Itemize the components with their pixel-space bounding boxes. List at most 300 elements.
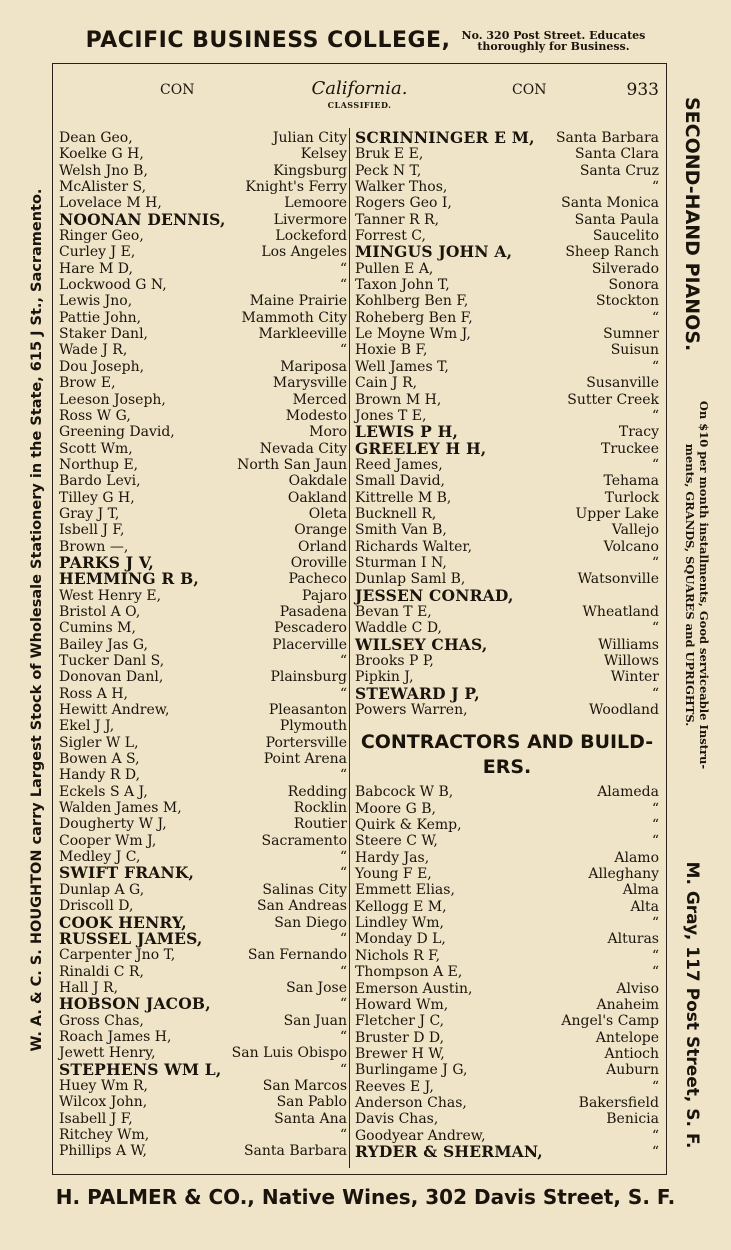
entry-place: Alviso [616,980,659,997]
entry-place: “ [651,685,659,702]
entry-name: Monday D L, [355,931,446,948]
directory-entry [355,342,659,358]
page-header [52,78,667,108]
entry-place: Alma [622,882,659,899]
entry-name: Forrest C, [355,228,426,245]
directory-entry [355,522,659,538]
entry-name: GREELEY H H, [355,438,487,458]
entry-place: “ [339,1028,347,1045]
directory-entry [59,1143,347,1159]
right-vertical-address: M. Gray, 117 Post Street, S. F. [682,861,702,1149]
directory-entry [355,457,659,473]
entry-place: Sheep Ranch [565,244,659,261]
entry-name: Cooper Wm J, [59,832,157,849]
directory-entry [355,1062,659,1078]
directory-entry [59,784,347,800]
entry-name: Waddle C D, [355,620,442,637]
entry-place: “ [339,342,347,359]
entry-name: Greening David, [59,424,175,441]
entry-place: Alta [630,898,659,915]
entry-name: STEWARD J P, [355,683,480,703]
entry-place: “ [651,964,659,981]
directory-entry [355,981,659,997]
section-heading [355,718,659,784]
directory-entry [355,261,659,277]
directory-entry [355,539,659,555]
entry-name: Ross W G, [59,407,131,424]
directory-entry [59,473,347,489]
directory-entry [59,392,347,408]
entry-place: Plymouth [279,718,347,735]
directory-entry [355,948,659,964]
entry-name: Tilley G H, [59,489,135,506]
entry-place: “ [651,456,659,473]
entry-name: Wilcox John, [59,1094,148,1111]
entry-place: Maine Prairie [249,293,347,310]
entry-name: Wade J R, [59,342,128,359]
directory-entry [59,522,347,538]
directory-entry [355,801,659,817]
bottom-banner-ad: H. PALMER & CO., Native Wines, 302 Davis Street, S. F. [55,1185,676,1209]
directory-entry [59,326,347,342]
entry-name: HOBSON JACOB, [59,994,211,1014]
entry-name: Davis Chas, [355,1111,439,1128]
right-vertical-title: SECOND-HAND PIANOS. [681,97,703,352]
entry-name: Lockwood G N, [59,277,167,294]
entry-name: Hardy Jas, [355,849,430,866]
directory-entry [355,899,659,915]
directory-entry [59,244,347,260]
entry-place: San Fernando [247,947,347,964]
entry-place: Santa Cruz [579,162,659,179]
entry-place: Benicia [606,1111,659,1128]
entry-name: Cain J R, [355,375,418,392]
entry-name: Reed James, [355,456,443,473]
entry-name: Eckels S A J, [59,783,148,800]
entry-name: Driscoll D, [59,898,134,915]
entry-place: Livermore [273,211,347,228]
entry-place: Moro [309,424,347,441]
entry-place: North San Jaun [237,456,347,473]
directory-entry [355,784,659,800]
entry-place: San Pablo [276,1094,347,1111]
entry-place: “ [651,620,659,637]
entry-name: Young F E, [355,866,432,883]
directory-entry [59,490,347,506]
header-classified: CLASSIFIED. [327,100,392,110]
directory-entry [59,686,347,702]
directory-entry [59,816,347,832]
entry-name: Jones T E, [355,407,427,424]
directory-entry [355,1079,659,1095]
entry-name: Hall J R, [59,979,119,996]
directory-entry [355,1046,659,1062]
entry-name: Staker Danl, [59,326,148,343]
entry-name: Jewett Henry, [59,1045,156,1062]
entry-place: “ [339,849,347,866]
entry-place: Auburn [606,1062,659,1079]
entry-name: Bevan T E, [355,603,432,620]
entry-place: Santa Barbara [243,1143,347,1160]
entry-place: Rocklin [293,800,347,817]
entry-place: “ [651,817,659,834]
entry-name: Scott Wm, [59,440,133,457]
directory-entry [59,653,347,669]
directory-entry [355,326,659,342]
entry-place: Truckee [601,440,659,457]
entry-name: Kittrelle M B, [355,489,452,506]
entry-place: Alamo [614,849,659,866]
entry-name: Dou Joseph, [59,358,145,375]
entry-name: RUSSEL JAMES, [59,928,203,948]
directory-entry [355,555,659,571]
entry-place: Santa Clara [575,146,659,163]
entry-place: “ [651,407,659,424]
entry-name: Pattie John, [59,309,142,326]
directory-entry [59,620,347,636]
right-vertical-line2: ments, GRANDS, SQUARES and UPRIGHTS. [683,443,697,727]
entry-place: Antelope [595,1029,659,1046]
entry-place: San Diego [274,914,347,931]
entry-place: Pescadero [274,620,347,637]
entry-name: Small David, [355,473,445,490]
entry-name: Curley J E, [59,244,136,261]
entry-name: Rogers Geo I, [355,195,452,212]
entry-name: Ringer Geo, [59,228,144,245]
entry-place: San Luis Obispo [231,1045,347,1062]
right-column-top-list [355,130,659,718]
directory-entry [355,882,659,898]
directory-entry [59,604,347,620]
directory-entry [355,212,659,228]
entry-place: Redding [287,783,347,800]
entry-name: Bruster D D, [355,1029,445,1046]
entry-name: Brown M H, [355,391,442,408]
entry-place: Willows [603,653,659,669]
directory-entry [59,702,347,718]
entry-name: Powers Warren, [355,702,468,719]
directory-entry [355,163,659,179]
entry-place: “ [651,358,659,375]
directory-entry [355,375,659,391]
entry-name: Bowen A S, [59,751,140,768]
entry-name: Roheberg Ben F, [355,309,473,326]
entry-place: Oakdale [288,473,347,490]
directory-entry [355,585,659,605]
entry-place: “ [339,767,347,784]
entry-place: Anaheim [596,996,659,1013]
entry-place: Pajaro [302,587,347,604]
directory-entry [59,1029,347,1045]
entry-name: Isabell J F, [59,1110,133,1127]
entry-name: Northup E, [59,456,139,473]
entry-place: Saucelito [592,228,659,245]
entry-name: Babcock W B, [355,784,454,801]
entry-place: Portersville [265,734,347,751]
directory-entry [59,1078,347,1094]
entry-name: Koelke G H, [59,146,144,163]
entry-name: Welsh Jno B, [59,162,148,179]
entry-place: Oleta [308,505,347,522]
entry-place: Orland [298,538,347,555]
directory-entry [355,1141,659,1161]
entry-place: Suisun [610,342,659,359]
entry-name: NOONAN DENNIS, [59,209,226,229]
entry-place: Pleasanton [268,702,347,719]
directory-entry [59,1059,347,1079]
directory-entry [355,964,659,980]
entry-place: Susanville [586,375,659,392]
entry-name: Bucknell R, [355,505,437,522]
directory-entry [355,146,659,162]
entry-place: Upper Lake [575,505,659,522]
entry-name: Dunlap Saml B, [355,571,466,588]
directory-entry [59,1127,347,1143]
directory-entry [59,228,347,244]
directory-entry [59,359,347,375]
directory-entry [59,882,347,898]
entry-place: “ [339,1126,347,1143]
entry-place: “ [651,915,659,932]
entry-place: Angel's Camp [561,1013,659,1030]
directory-entry [59,209,347,229]
entry-place: Modesto [285,407,347,424]
entry-place: “ [339,963,347,980]
entry-name: Cumins M, [59,620,136,637]
directory-entry [355,438,659,458]
entry-name: Tucker Danl S, [59,653,165,669]
entry-place: San Andreas [256,898,347,915]
directory-entry [59,669,347,685]
directory-entry [59,833,347,849]
entry-place: Alleghany [588,866,659,883]
entry-place: “ [339,930,347,947]
directory-entry [59,947,347,963]
directory-entry [59,441,347,457]
entry-place: “ [651,833,659,850]
directory-entry [59,457,347,473]
entry-name: Smith Van B, [355,522,447,539]
entry-place: “ [651,309,659,326]
entry-place: Woodland [588,702,659,719]
entry-place: Sumner [603,326,659,343]
entry-name: Moore G B, [355,800,436,817]
directory-entry [59,588,347,604]
entry-place: Watsonville [577,571,659,588]
entry-place: “ [339,653,347,669]
entry-name: Lovelace M H, [59,195,162,212]
entry-name: McAlister S, [59,179,147,196]
entry-place: Julian City [272,130,347,146]
entry-place: Wheatland [582,603,659,620]
entry-name: JESSEN CONRAD, [355,585,514,605]
entry-place: San Marcos [262,1077,347,1094]
entry-place: Pasadena [279,603,347,620]
directory-entry [59,375,347,391]
entry-place: Alameda [597,784,659,801]
top-banner-subtext [462,30,646,52]
directory-entry [355,997,659,1013]
directory-entry [355,244,659,260]
entry-name: Brown —, [59,538,129,555]
entry-name: Huey Wm R, [59,1077,148,1094]
entry-name: Brooks P P, [355,653,434,669]
entry-place: Williams [598,636,659,653]
entry-place: Lemoore [284,195,347,212]
directory-entry [355,1095,659,1111]
entry-place: Santa Paula [574,211,659,228]
directory-entry [59,424,347,440]
entry-name: Goodyear Andrew, [355,1127,486,1144]
directory-entry [355,1030,659,1046]
entry-place: Marysville [272,375,347,392]
entry-place: Sonora [608,277,659,294]
entry-name: Quirk & Kemp, [355,817,462,834]
section-heading-line2: ERS. [482,756,532,779]
directory-entry [59,1013,347,1029]
directory-entry [59,146,347,162]
directory-entry [59,751,347,767]
entry-name: Brow E, [59,375,116,392]
directory-entry [59,1094,347,1110]
entry-name: LEWIS P H, [355,422,459,442]
top-banner-title: PACIFIC BUSINESS COLLEGE, [85,28,451,53]
entry-name: Medley J C, [59,849,141,866]
directory-entry [355,1111,659,1127]
right-column [355,130,659,1160]
entry-name: Thompson A E, [355,964,463,981]
section-heading-line1: CONTRACTORS AND BUILD- [360,731,654,754]
entry-place: Antioch [604,1045,659,1062]
directory-entry [355,915,659,931]
entry-name: Peck N T, [355,162,422,179]
directory-entry [59,767,347,783]
directory-entry [59,718,347,734]
entry-name: Richards Walter, [355,538,473,555]
entry-name: Roach James H, [59,1028,172,1045]
entry-name: Bardo Levi, [59,473,141,490]
entry-name: West Henry E, [59,587,162,604]
entry-name: Kellogg E M, [355,898,447,915]
entry-name: Pipkin J, [355,669,414,686]
entry-place: Tehama [603,473,659,490]
directory-entry [59,637,347,653]
entry-name: HEMMING R B, [59,569,200,589]
entry-name: Nichols R F, [355,947,441,964]
top-banner-line1: No. 320 Post Street. Educates [461,28,646,42]
entry-place: Sutter Creek [567,391,659,408]
entry-name: Kohlberg Ben F, [355,293,469,310]
entry-name: Bruk E E, [355,146,424,163]
entry-place: Santa Monica [561,195,659,212]
top-banner-line2: thoroughly for Business. [477,39,630,53]
entry-place: San Jose [286,979,347,996]
entry-name: Walden James M, [59,800,182,817]
entry-place: Volcano [603,538,659,555]
entry-place: “ [651,947,659,964]
entry-name: Taxon John T, [355,277,450,294]
directory-entry [355,850,659,866]
entry-place: Placerville [272,636,347,653]
entry-place: Turlock [604,489,659,506]
header-right-guide: CON [512,82,547,98]
entry-place: Alturas [607,931,659,948]
entry-name: Pullen E A, [355,260,434,277]
entry-name: Anderson Chas, [355,1094,467,1111]
entry-name: WILSEY CHAS, [355,634,488,654]
left-column [59,130,347,1160]
directory-entry [355,392,659,408]
directory-entry [59,865,347,881]
entry-name: Reeves E J, [355,1078,434,1095]
directory-entry [59,130,347,146]
entry-place: Los Angeles [261,244,347,261]
entry-place: Santa Ana [274,1110,347,1127]
directory-entry [59,310,347,326]
entry-name: Fletcher J C, [355,1013,445,1030]
entry-name: Hewitt Andrew, [59,702,170,719]
entry-place: “ [339,685,347,702]
entry-name: PARKS J V, [59,552,154,572]
directory-entry [355,683,659,703]
directory-entry [355,506,659,522]
entry-name: Bristol A O, [59,603,141,620]
directory-entry [355,130,659,146]
entry-place: “ [339,996,347,1013]
entry-place: “ [339,260,347,277]
entry-name: Gross Chas, [59,1012,144,1029]
directory-entry [355,817,659,833]
directory-entry [59,179,347,195]
entry-name: Bailey Jas G, [59,636,148,653]
entry-name: Dunlap A G, [59,881,145,898]
directory-entry [355,653,659,669]
entry-name: Le Moyne Wm J, [355,326,471,343]
entry-name: Handy R D, [59,767,141,784]
entry-place: “ [651,1127,659,1144]
directory-entry [59,293,347,309]
directory-entry [59,735,347,751]
entry-name: Gray J T, [59,505,120,522]
page-number: 933 [626,80,659,100]
entry-name: Ekel J J, [59,718,115,735]
directory-entry [59,277,347,293]
entry-name: Burlingame J G, [355,1062,468,1079]
entry-place: Salinas City [262,881,347,898]
header-left-guide: CON [160,82,195,98]
directory-entry [59,408,347,424]
entry-place: Lockeford [275,228,347,245]
right-vertical-subtext [681,370,711,800]
entry-name: Emerson Austin, [355,980,473,997]
entry-name: STEPHENS WM L, [59,1059,222,1079]
directory-entry [59,928,347,948]
directory-entry [59,996,347,1012]
directory-entry [355,490,659,506]
entry-name: Phillips A W, [59,1143,147,1160]
directory-entry [355,359,659,375]
entry-name: SCRINNINGER E M, [355,128,535,147]
entry-name: Ritchey Wm, [59,1126,150,1143]
directory-entry [355,473,659,489]
directory-entry [355,702,659,718]
entry-place: Markleeville [258,326,347,343]
entry-name: Hare M D, [59,260,133,277]
entry-name: Carpenter Jno T, [59,947,176,964]
directory-entry [355,931,659,947]
entry-place: Vallejo [611,522,659,539]
entry-place: Mammoth City [241,309,347,326]
